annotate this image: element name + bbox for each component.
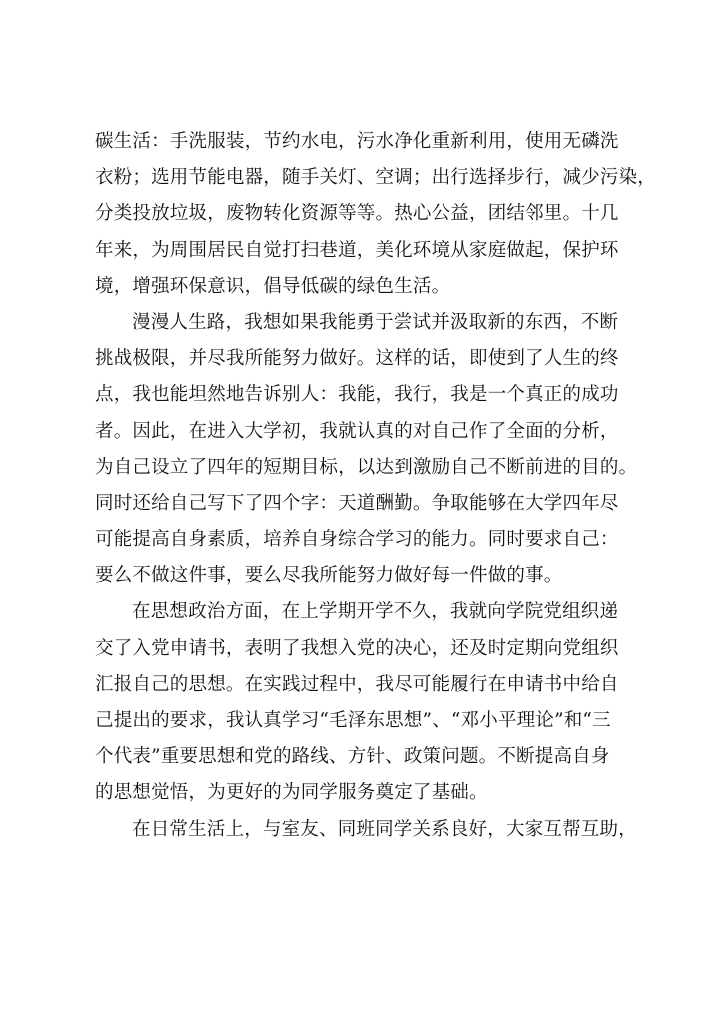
text-line: 点，我也能坦然地告诉别人：我能，我行，我是一个真正的成功 — [95, 384, 619, 406]
text-line: 己提出的要求，我认真学习“毛泽东思想”、“邓小平理论”和“三 — [95, 710, 611, 731]
text-line: 的思想觉悟，为更好的为同学服务奠定了基础。 — [95, 782, 488, 804]
text-line: 个代表”重要思想和党的路线、方针、政策问题。不断提高自身 — [95, 746, 610, 768]
text-line: 同时还给自己写下了四个字：天道酬勤。争取能够在大学四年尽 — [95, 492, 619, 514]
text-line: 交了入党申请书，表明了我想入党的决心，还及时定期向党组织 — [95, 637, 619, 659]
paragraph-start-line: 漫漫人生路，我想如果我能勇于尝试并汲取新的东西，不断 — [132, 311, 619, 333]
paragraph-start-line: 在思想政治方面，在上学期开学不久，我就向学院党组织递 — [132, 601, 619, 623]
paragraph-start-line: 在日常生活上，与室友、同班同学关系良好，大家互帮互助， — [132, 818, 637, 840]
text-line: 可能提高自身素质，培养自身综合学习的能力。同时要求自己： — [95, 529, 619, 551]
text-line: 衣粉；选用节能电器，随手关灯、空调；出行选择步行，减少污染， — [95, 167, 657, 189]
text-line: 者。因此，在进入大学初，我就认真的对自己作了全面的分析， — [95, 420, 619, 442]
text-line: 年来，为周围居民自觉打扫巷道，美化环境从家庭做起，保护环 — [95, 239, 619, 261]
text-line: 要么不做这件事，要么尽我所能努力做好每一件做的事。 — [95, 565, 563, 587]
text-line: 分类投放垃圾，废物转化资源等等。热心公益，团结邻里。十几 — [95, 203, 619, 225]
text-line: 境，增强环保意识，倡导低碳的绿色生活。 — [95, 275, 451, 297]
document-body — [95, 130, 657, 854]
text-line: 挑战极限，并尽我所能努力做好。这样的话，即使到了人生的终 — [95, 348, 619, 370]
text-line: 为自己设立了四年的短期目标，以达到激励自己不断前进的目的。 — [95, 456, 638, 478]
text-line: 汇报自己的思想。在实践过程中，我尽可能履行在申请书中给自 — [95, 673, 619, 695]
text-line: 碳生活：手洗服装，节约水电，污水净化重新利用，使用无磷洗 — [95, 131, 619, 152]
